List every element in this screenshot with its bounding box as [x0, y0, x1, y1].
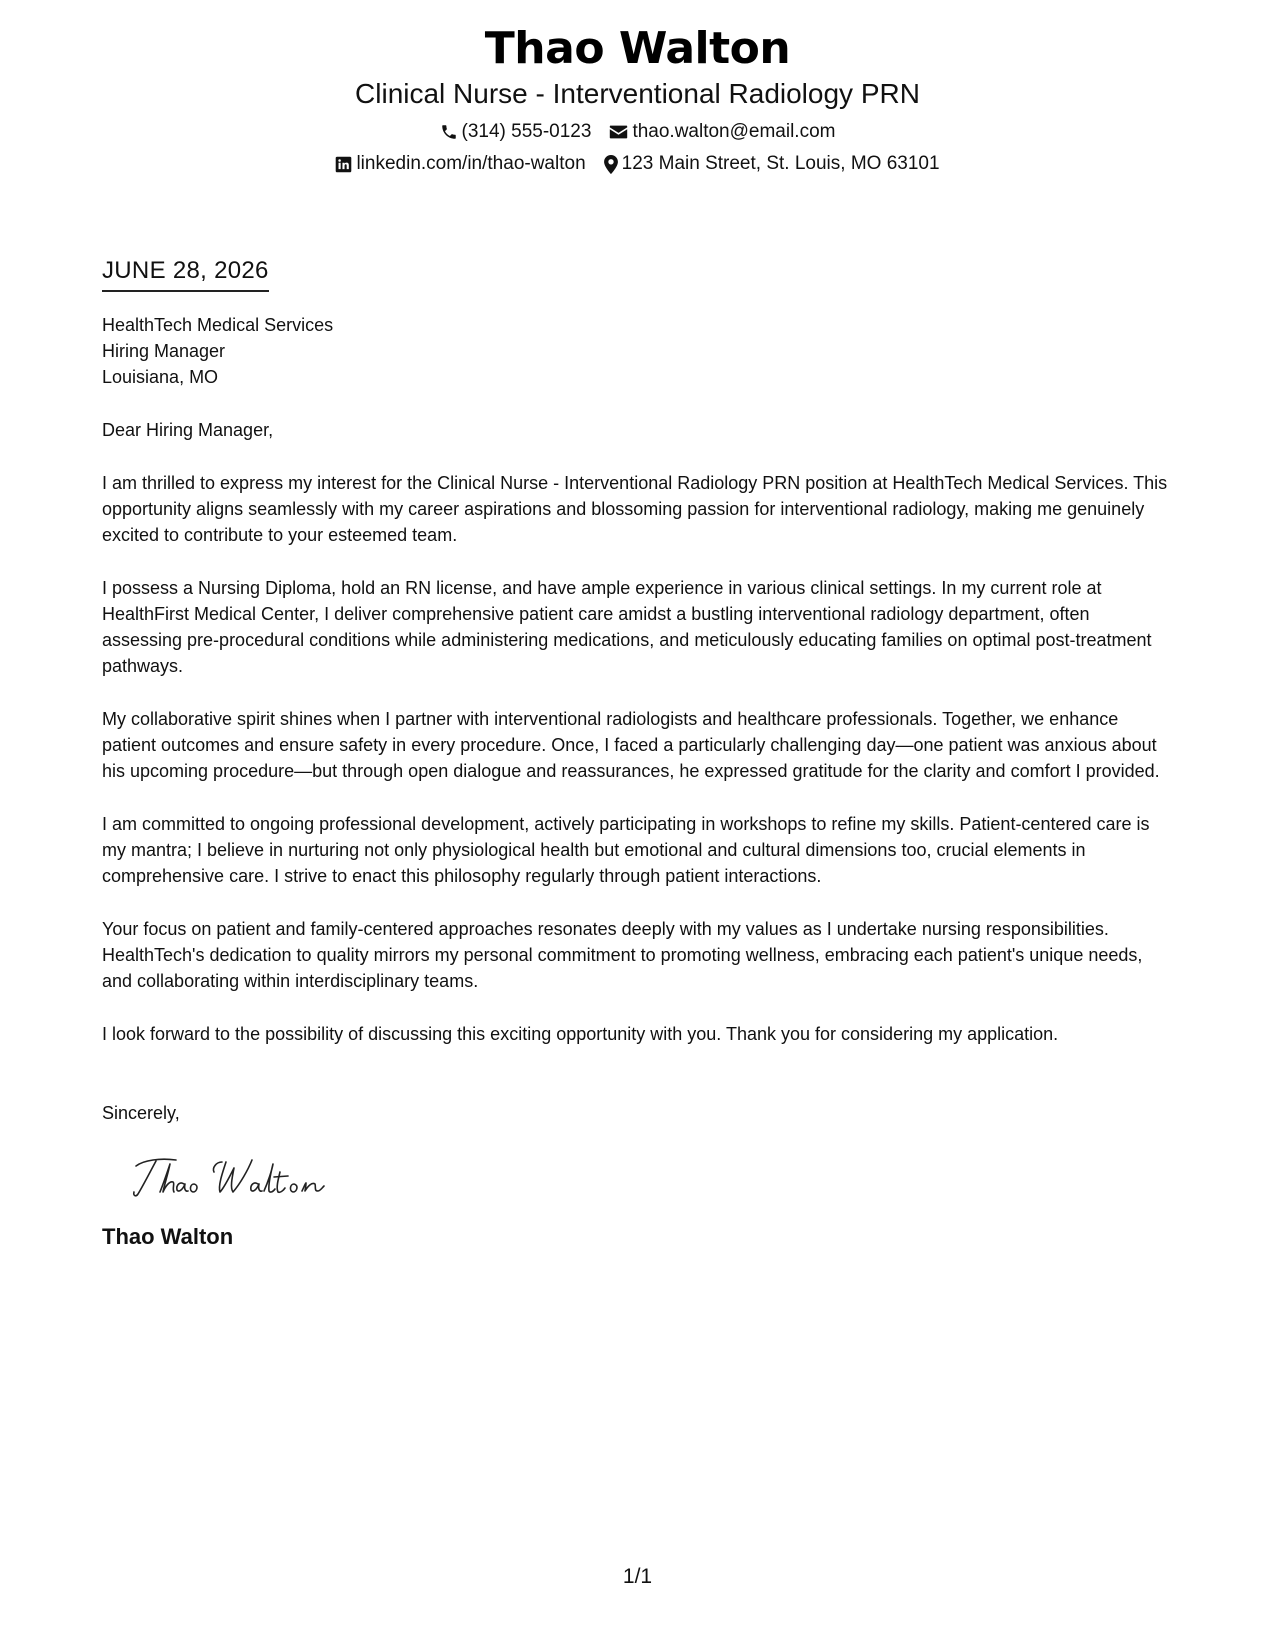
- applicant-name: Thao Walton: [484, 23, 791, 74]
- letter-body: [102, 256, 1172, 1251]
- paragraph-6: I look forward to the possibility of discussing this exciting opportunity with you. Thank you for considering my application.: [102, 1024, 1059, 1044]
- recipient-contact: Hiring Manager: [102, 341, 226, 361]
- email-address: thao.walton@email.com: [632, 121, 836, 142]
- linkedin-contact[interactable]: [335, 152, 585, 176]
- contact-row-2: [0, 152, 1275, 176]
- contact-row-1: [0, 120, 1275, 144]
- paragraph-4: I am committed to ongoing professional development, actively participating in workshops to refine my skills. Patient-centered care is my mantra; I believe in nurturing not only physiological health but emotional and cultural dimensions too, crucial elements in comprehensive care. I strive to enact this philosophy regularly through patient interactions.: [102, 814, 1150, 886]
- address-contact: [604, 152, 940, 176]
- paragraph-3: My collaborative spirit shines when I partner with interventional radiologists and healthcare professionals. Together, we enhance patient outcomes and ensure safety in every procedure. Once, I faced a particularly challenging day—one patient was anxious about his upcoming procedure—but through open dialogue and reassurances, he expressed gratitude for the clarity and comfort I provided.: [102, 709, 1160, 781]
- letter-header: [0, 22, 1275, 176]
- email-contact[interactable]: [609, 120, 835, 144]
- job-title: Clinical Nurse - Interventional Radiology PRN: [355, 78, 920, 109]
- linkedin-url: linkedin.com/in/thao-walton: [356, 153, 586, 174]
- signed-name: Thao Walton: [102, 1224, 234, 1249]
- recipient-company: HealthTech Medical Services: [102, 315, 334, 335]
- phone-icon: [440, 123, 458, 141]
- page-number: 1/1: [622, 1565, 653, 1588]
- envelope-icon: [609, 124, 628, 140]
- mailing-address: 123 Main Street, St. Louis, MO 63101: [621, 153, 940, 174]
- handwritten-signature: [130, 1152, 340, 1202]
- paragraph-1: I am thrilled to express my interest for the Clinical Nurse - Interventional Radiology PRN position at HealthTech Medical Services. This opportunity aligns seamlessly with my career aspirations and blossoming passion for interventional radiology, making me genuinely excited to contribute to your esteemed team.: [102, 473, 1168, 545]
- paragraph-2: I possess a Nursing Diploma, hold an RN license, and have ample experience in various clinical settings. In my current role at HealthFirst Medical Center, I deliver comprehensive patient care amidst a bustling interventional radiology department, often assessing pre-procedural conditions while administering medications, and meticulously educating families on optimal post-treatment pathways.: [102, 578, 1152, 676]
- closing: Sincerely,: [102, 1103, 180, 1123]
- recipient-location: Louisiana, MO: [102, 367, 219, 387]
- recipient-block: [102, 312, 1172, 390]
- phone-contact[interactable]: [440, 120, 592, 144]
- phone-number: (314) 555-0123: [461, 121, 592, 142]
- linkedin-icon: [335, 156, 352, 173]
- map-pin-icon: [604, 155, 618, 174]
- salutation: Dear Hiring Manager,: [102, 420, 274, 440]
- letter-date: JUNE 28, 2026: [102, 256, 269, 292]
- paragraph-5: Your focus on patient and family-centered approaches resonates deeply with my values as I undertake nursing responsibilities. HealthTech's dedication to quality mirrors my personal commitment to promoting wellness, embracing each patient's unique needs, and collaborating within interdisciplinary teams.: [102, 919, 1143, 991]
